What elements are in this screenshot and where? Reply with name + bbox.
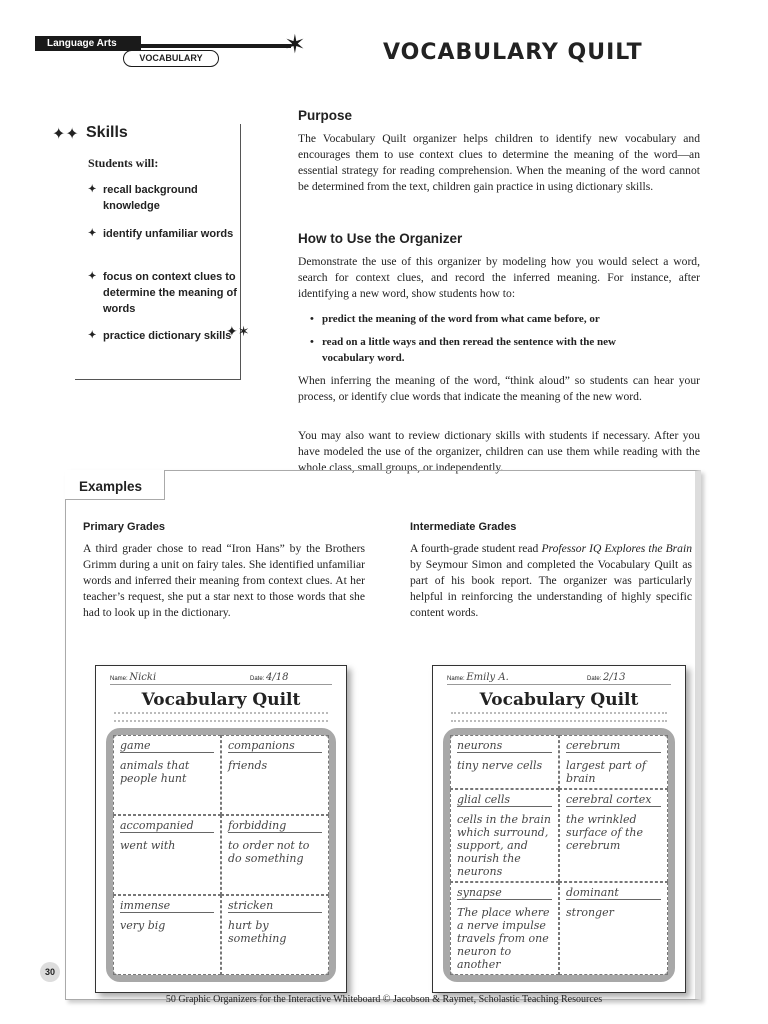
quilt-cell	[450, 789, 559, 882]
examples-heading: Examples	[65, 470, 165, 500]
how-bullet: • predict the meaning of the word from what came before, or	[310, 311, 700, 327]
quilt-cell	[221, 815, 329, 895]
quilt-word: stricken	[228, 899, 322, 913]
quilt-cell	[450, 882, 559, 975]
worksheet-primary: Name: Nicki Date: 4/18 Vocabulary Quilt game animals that people hunt companions friends accompanied went with forbidding to order not to do something immense very big stricken hurt by something	[95, 665, 347, 993]
page-number: 30	[40, 962, 60, 982]
quilt-word: cerebrum	[566, 739, 661, 753]
page-title: VOCABULARY QUILT	[383, 40, 643, 65]
quilt-word: accompanied	[120, 819, 214, 833]
purpose-text: The Vocabulary Quilt organizer helps children to identify new vocabulary and encourages them to use context clues to determine the meaning of the word—an essential strategy for reading comprehension. When the meaning of the word cannot be determined from the text, children gain practice in using dictionary skills.	[298, 132, 700, 193]
purpose-heading: Purpose	[298, 108, 353, 123]
how-paragraph: You may also want to review dictionary skills with students if necessary. After you have modeled the use of the organizer, children can use them while reading with the whole class, small groups, or independently.	[298, 429, 700, 474]
subject-label: Language Arts	[35, 36, 141, 51]
skill-item: ✦ focus on context clues to determine the meaning of words	[88, 269, 238, 317]
how-bullet: • read on a little ways and then reread the sentence with the new vocabulary word.	[310, 334, 650, 366]
quilt-definition: hurt by something	[228, 919, 287, 945]
quilt-word: forbidding	[228, 819, 322, 833]
quilt-definition: friends	[228, 759, 268, 772]
quilt-cell	[221, 895, 329, 975]
quilt-cell	[113, 735, 221, 815]
skill-item: ✦ identify unfamiliar words	[88, 226, 238, 242]
sparkle-icon: ✦✦	[52, 126, 79, 143]
quilt-definition: very big	[120, 919, 166, 932]
quilt-definition: largest part of brain	[566, 759, 646, 785]
primary-text: A third grader chose to read “Iron Hans” by the Brothers Grimm during a unit on fairy tales. She identified unfamiliar words and inferred their meaning from context clues. At her teacher’s request, she put a star next to those words that she had to look up in the dictionary.	[83, 542, 365, 619]
quilt-definition: to order not to do something	[228, 839, 310, 865]
how-text: Demonstrate the use of this organizer by modeling how you would select a word, search for context clues, and record the inferred meaning. For instance, after identifying a new word, show students how to:	[298, 255, 700, 300]
footer-credit: 50 Graphic Organizers for the Interactive Whiteboard © Jacobson & Raymet, Scholastic Teaching Resources	[165, 994, 603, 1005]
intermediate-text: A fourth-grade student read Professor IQ Explores the Brain by Seymour Simon and completed the Vocabulary Quilt as part of his book report. The organizer was particularly helpful in reinforcing the understanding of highly specific content words.	[410, 542, 692, 619]
worksheet-intermediate: Name: Emily A. Date: 2/13 Vocabulary Quilt neurons tiny nerve cells cerebrum largest part of brain glial cells cells in the brain which surround, support, and nourish the neurons cerebral cortex the wrinkled surface of the cerebrum synapse The place where a nerve impulse travels from one neuron to another dominant stronger	[432, 665, 686, 993]
skills-intro: Students will:	[88, 156, 159, 170]
quilt-definition: stronger	[566, 906, 614, 919]
skill-item: ✦ practice dictionary skills	[88, 328, 238, 344]
quilt-cell	[450, 735, 559, 789]
quilt-word: immense	[120, 899, 214, 913]
quilt-cell	[113, 895, 221, 975]
quilt-word: dominant	[566, 886, 661, 900]
quilt-cell	[113, 815, 221, 895]
skills-title: Skills	[86, 124, 128, 141]
quilt-word: glial cells	[457, 793, 552, 807]
quilt-cell	[559, 735, 668, 789]
quilt-word: neurons	[457, 739, 552, 753]
star-icon: ✶	[284, 30, 306, 59]
how-heading: How to Use the Organizer	[298, 231, 463, 246]
how-paragraph: When inferring the meaning of the word, “think aloud” so students can hear your process, or identify clue words that indicate the meaning of the new word.	[298, 374, 700, 403]
primary-heading: Primary Grades	[83, 521, 165, 533]
quilt-word: synapse	[457, 886, 552, 900]
quilt-definition: animals that people hunt	[120, 759, 190, 785]
quilt-cell	[559, 789, 668, 882]
quilt-cell	[221, 735, 329, 815]
header-rule	[141, 44, 291, 48]
quilt-word: game	[120, 739, 214, 753]
quilt-definition: went with	[120, 839, 176, 852]
quilt-definition: The place where a nerve impulse travels from one neuron to another	[457, 906, 550, 971]
quilt-word: companions	[228, 739, 322, 753]
intermediate-heading: Intermediate Grades	[410, 521, 517, 533]
category-pill: VOCABULARY	[123, 50, 219, 67]
quilt-definition: tiny nerve cells	[457, 759, 543, 772]
quilt-cell	[559, 882, 668, 975]
sparkle-icon: ✦✶	[226, 325, 250, 340]
quilt-word: cerebral cortex	[566, 793, 661, 807]
skill-item: ✦ recall background knowledge	[88, 182, 238, 214]
quilt-definition: the wrinkled surface of the cerebrum	[566, 813, 643, 852]
quilt-definition: cells in the brain which surround, support, and nourish the neurons	[457, 813, 551, 878]
